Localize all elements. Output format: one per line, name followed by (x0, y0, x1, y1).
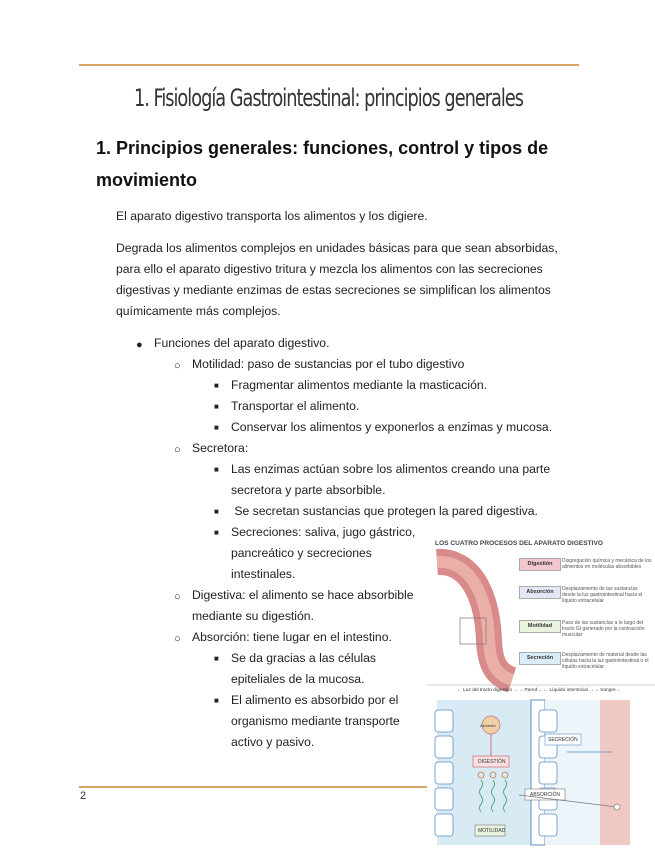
square-bullet-icon: ■ (214, 507, 219, 516)
process-description: Desplazamiento de material desde las células hacia la luz gastrointestinal o el líquido extracelular (562, 652, 649, 670)
square-bullet-icon: ■ (214, 381, 219, 390)
process-label: Absorción (519, 586, 561, 599)
list-item: activo y pasivo. (231, 735, 315, 749)
square-bullet-icon: ■ (214, 423, 219, 432)
bottom-rule (79, 786, 429, 789)
list-item: intestinales. (231, 567, 296, 581)
figure-title: LOS CUATRO PROCESOS DEL APARATO DIGESTIVO (435, 540, 604, 547)
list-item: secretora y parte absorbible. (231, 483, 386, 497)
section-heading: 1. Principios generales: funciones, control y tipos de movimiento (96, 138, 549, 190)
process-description: Desplazamiento de las sustancias desde la luz gastrointestinal hacia el líquido extracelular (562, 586, 643, 604)
process-label: Motilidad (519, 620, 561, 633)
list-item: Conservar los alimentos y exponerlos a enzimas y mucosa. (231, 420, 553, 434)
list-item: Fragmentar alimentos mediante la masticación. (231, 378, 488, 392)
secretion-box: SECRECIÓN (548, 737, 578, 743)
list-item: epiteliales de la mucosa. (231, 672, 365, 686)
bullet-dot-icon: ● (136, 339, 143, 351)
list-item: Secretora: (192, 441, 249, 455)
square-bullet-icon: ■ (214, 654, 219, 663)
circle-bullet-icon: ○ (174, 444, 181, 456)
list-item: organismo mediante transporte (231, 714, 400, 728)
list-item: Se secretan sustancias que protegen la pared digestiva. (231, 504, 538, 518)
motility-box: MOTILIDAD (478, 828, 506, 834)
list-item: El alimento es absorbido por el (231, 693, 399, 707)
process-description: Disgregación química y mecánica de los alimentos en moléculas absorbibles (562, 558, 652, 570)
square-bullet-icon: ■ (214, 528, 219, 537)
food-label: Alimento (480, 723, 496, 728)
page-number: 2 (80, 790, 87, 802)
process-label: Secreción (519, 652, 561, 665)
process-label: Digestión (519, 558, 561, 571)
blood-region (600, 700, 630, 845)
absorption-box: ABSORCIÓN (530, 792, 561, 798)
list-item: Absorción: tiene lugar en el intestino. (192, 630, 392, 644)
list-item: Se da gracias a las células (231, 651, 376, 665)
square-bullet-icon: ■ (214, 402, 219, 411)
square-bullet-icon: ■ (214, 465, 219, 474)
circle-bullet-icon: ○ (174, 633, 181, 645)
region-header: ← Luz del tracto digestivo → ←Pared→ ← Líquido intersticial → ←Sangre→ (457, 688, 621, 693)
circle-bullet-icon: ○ (174, 591, 181, 603)
list-item: mediante su digestión. (192, 609, 314, 623)
digestive-processes-figure (427, 530, 655, 848)
paragraph-1: El aparato digestivo transporta los alimentos y los digiere. (116, 209, 428, 223)
list-item: Secreciones: saliva, jugo gástrico, (231, 525, 416, 539)
top-rule (79, 64, 579, 67)
digestion-box: DIGESTIÓN (478, 759, 506, 765)
chapter-title: 1. Fisiología Gastrointestinal: principios generales (134, 84, 524, 112)
list-item: Motilidad: paso de sustancias por el tubo digestivo (192, 357, 465, 371)
list-item: Funciones del aparato digestivo. (154, 336, 330, 350)
circle-bullet-icon: ○ (174, 360, 181, 372)
paragraph-2: Degrada los alimentos complejos en unidades básicas para que sean absorbidas, para ello el aparato digestivo tritura y mezcla los alimentos con las secreciones digestivas y mediante enzimas de estas secreciones se simplifican los alimentos químicamente más complejos. (116, 241, 558, 318)
square-bullet-icon: ■ (214, 696, 219, 705)
list-item: Transportar el alimento. (231, 399, 360, 413)
list-item: Las enzimas actúan sobre los alimentos creando una parte (231, 462, 551, 476)
list-item: Digestiva: el alimento se hace absorbible (192, 588, 414, 602)
list-item: pancreático y secreciones (231, 546, 372, 560)
process-description: Paso de las sustancias a lo largo del tracto GI generado por la contracción muscular (562, 620, 645, 638)
